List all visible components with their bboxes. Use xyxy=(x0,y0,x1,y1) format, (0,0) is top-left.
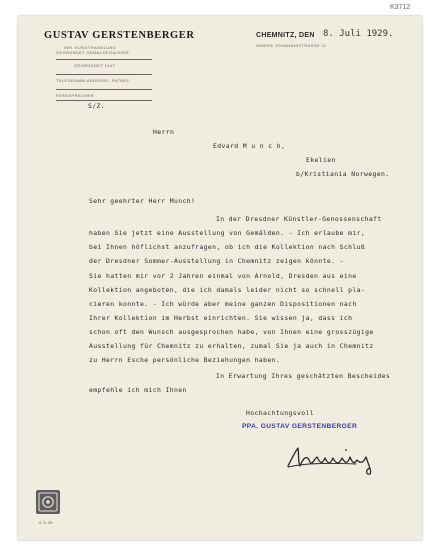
body-line: Sie hatten mir vor 2 Jahren einmal von Arnold, Dresden aus eine xyxy=(89,272,357,280)
body-line: haben Sie jetzt eine Ausstellung von Gemälden. - Ich erlaube mir, xyxy=(89,229,366,237)
body-line: Ihrer Kollektion im Herbst einrichten. Sie wissen ja, dass ich xyxy=(89,314,353,322)
signature-stamp: PPA. GUSTAV GERSTENBERGER xyxy=(242,423,358,430)
recipient-salutation: Herrn xyxy=(153,128,175,136)
letter-date: 8. Juli 1929. xyxy=(323,29,394,39)
firm-subtitle: INH. KUNSTHANDLUNG xyxy=(64,45,117,50)
body-line: schon oft den Wunsch ausgesprochen habe, von Ihnen eine grosszügige xyxy=(89,328,374,336)
body-line: In der Dresdner Künstler-Genossenschaft xyxy=(216,215,382,223)
letterhead-rule xyxy=(56,74,152,75)
street-line: INNERE JOHANNISSTRASSE 11 xyxy=(256,43,327,48)
footer-print-code: 2. 5. 29. xyxy=(39,520,54,525)
letterhead-rule xyxy=(56,100,152,101)
body-line: der Dresdner Sommer-Ausstellung in Chemnitz zeigen könnte. - xyxy=(89,257,344,265)
closing: Hochachtungsvoll xyxy=(246,409,314,417)
firm-name: GUSTAV GERSTENBERGER xyxy=(44,30,195,41)
recipient-place: Ekelien xyxy=(306,156,336,164)
founded-line: GEGRÜNDET 1847 xyxy=(74,63,116,68)
reference-mark: S/Z. xyxy=(88,102,105,110)
body-line: zu Herrn Esche persönliche Beziehungen haben. xyxy=(89,356,281,364)
body-line: bei Ihnen höflichst anzufragen, ob ich die Kollektion nach Schluß xyxy=(89,243,366,251)
letterhead-rule xyxy=(56,89,152,90)
body-line: Ausstellung für Chemnitz zu erhalten, zumal Sie ja auch in Chemnitz xyxy=(89,342,374,350)
handwritten-signature xyxy=(286,436,390,476)
telegram-address: TELEGRAMM-ADRESSE: PATHEE xyxy=(56,78,130,83)
body-line: empfehle ich mich Ihnen xyxy=(89,386,187,394)
archive-number: K3712 xyxy=(390,4,411,11)
recipient-name: Edvard M u n c h, xyxy=(213,142,286,150)
printer-logo-icon xyxy=(36,490,60,514)
body-line: In Erwartung Ihres geschätzten Bescheides xyxy=(216,372,391,380)
body-line: cieren konnte. - Ich würde aber meine ganzen Dispositionen nach xyxy=(89,300,357,308)
city-line: CHEMNITZ, DEN xyxy=(256,32,315,39)
body-line: Kollektion angeboten, die ich damals leider nicht so schnell pla- xyxy=(89,286,366,294)
greeting: Sehr geehrter Herr Munch! xyxy=(89,197,196,205)
letterhead-rule xyxy=(56,59,152,60)
letter-sheet xyxy=(18,4,422,540)
recipient-address: b/Kristiania Norwegen. xyxy=(296,170,390,178)
phone-line: FERNSPRECHER xyxy=(56,93,94,98)
firm-subtitle-2: GEGRÜNDET GEMÄLDEGALERIE xyxy=(56,50,130,55)
